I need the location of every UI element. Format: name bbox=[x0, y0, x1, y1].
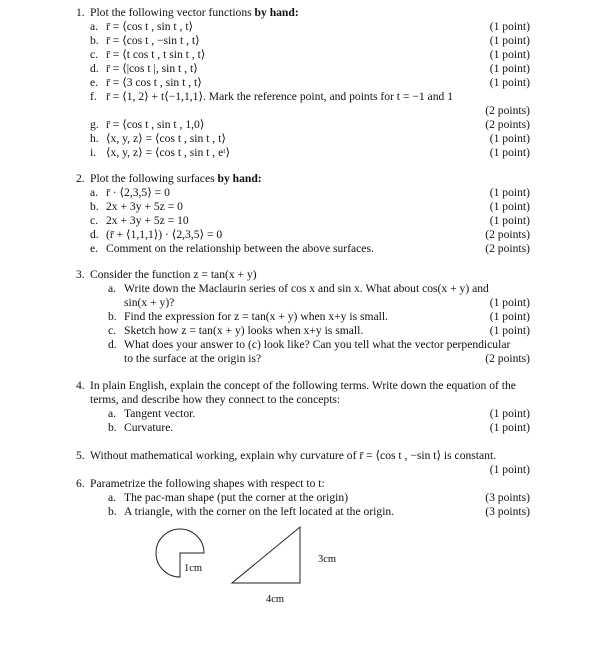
question-3 bbox=[76, 268, 530, 366]
item-list bbox=[108, 407, 530, 435]
triangle-base-label: 4cm bbox=[266, 594, 285, 605]
points: (1 point) bbox=[489, 34, 530, 47]
question-stem: Parametrize the following shapes with respect to t: bbox=[90, 477, 325, 490]
list-item: a. Write down the Maclaurin series of cos x and sin x. What about cos(x + y) and bbox=[108, 282, 489, 295]
points: (1 point) bbox=[489, 132, 530, 145]
question-2 bbox=[76, 172, 530, 256]
list-item: c. 2x + 3y + 5z = 10 (1 point) bbox=[90, 214, 530, 227]
list-item: b. r̄ = ⟨cos t , −sin t , t⟩ (1 point) bbox=[90, 34, 530, 47]
list-item-continuation: to the surface at the origin is? (2 points) bbox=[124, 352, 530, 365]
item-list bbox=[90, 20, 530, 160]
points: (1 point) bbox=[489, 76, 530, 89]
list-item: a. r̄ = ⟨cos t , sin t , t⟩ (1 point) bbox=[90, 20, 530, 33]
item-list bbox=[108, 491, 530, 519]
points: (2 points) bbox=[485, 104, 530, 117]
question-5 bbox=[76, 449, 530, 477]
points: (1 point) bbox=[489, 463, 530, 476]
pacman-radius-label: 1cm bbox=[184, 563, 203, 574]
list-item: b. 2x + 3y + 5z = 0 (1 point) bbox=[90, 200, 530, 213]
list-item-points-row bbox=[90, 104, 530, 118]
question-stem: Consider the function z = tan(x + y) bbox=[90, 268, 257, 281]
question-stem-line-2: terms, and describe how they connect to the concepts: bbox=[90, 393, 341, 406]
list-item: i. ⟨x, y, z⟩ = ⟨cos t , sin t , eᵗ⟩ (1 point) bbox=[90, 146, 530, 159]
points: (1 point) bbox=[489, 421, 530, 434]
question-1 bbox=[76, 6, 530, 160]
list-item-continuation: sin(x + y)? (1 point) bbox=[124, 296, 530, 309]
question-4 bbox=[76, 379, 530, 435]
list-item: a. The pac-man shape (put the corner at the origin) (3 points) bbox=[108, 491, 530, 504]
question-number: 2. bbox=[76, 172, 85, 185]
item-list bbox=[108, 282, 530, 366]
list-item: d. r̄ = ⟨|cos t |, sin t , t⟩ (1 point) bbox=[90, 62, 530, 75]
points: (1 point) bbox=[489, 200, 530, 213]
list-item: b. A triangle, with the corner on the left located at the origin. (3 points) bbox=[108, 505, 530, 518]
question-stem: Without mathematical working, explain why curvature of r̄ = ⟨cos t , −sin t⟩ is constant. bbox=[90, 449, 497, 462]
question-6 bbox=[76, 477, 530, 519]
shapes-figure bbox=[150, 523, 350, 613]
points: (1 point) bbox=[489, 48, 530, 61]
points: (1 point) bbox=[489, 20, 530, 33]
points: (1 point) bbox=[489, 310, 530, 323]
list-item: g. r̄ = ⟨cos t , sin t , 1,0⟩ (2 points) bbox=[90, 118, 530, 131]
points: (1 point) bbox=[489, 146, 530, 159]
question-number: 3. bbox=[76, 268, 85, 281]
points: (1 point) bbox=[489, 214, 530, 227]
points: (2 points) bbox=[485, 242, 530, 255]
list-item: f. r̄ = ⟨1, 2⟩ + t⟨−1,1,1⟩. Mark the reference point, and points for t = −1 and 1 bbox=[90, 90, 453, 103]
points: (3 points) bbox=[485, 505, 530, 518]
list-item: b. Find the expression for z = tan(x + y) when x+y is small. (1 point) bbox=[108, 310, 530, 323]
triangle-height-label: 3cm bbox=[318, 554, 337, 565]
list-item: h. ⟨x, y, z⟩ = ⟨cos t , sin t , t⟩ (1 point) bbox=[90, 132, 530, 145]
points: (2 points) bbox=[485, 228, 530, 241]
item-list bbox=[90, 186, 530, 256]
shapes-drawing bbox=[150, 523, 350, 613]
question-stem: Plot the following vector functions by hand: bbox=[90, 6, 299, 19]
question-stem: Plot the following surfaces by hand: bbox=[90, 172, 262, 185]
question-number: 4. bbox=[76, 379, 85, 392]
points-row bbox=[90, 463, 530, 477]
points: (1 point) bbox=[489, 296, 530, 309]
points: (1 point) bbox=[489, 186, 530, 199]
points: (1 point) bbox=[489, 62, 530, 75]
points: (1 point) bbox=[489, 324, 530, 337]
triangle-shape bbox=[232, 527, 300, 583]
list-item: a. Tangent vector. (1 point) bbox=[108, 407, 530, 420]
list-item: c. r̄ = ⟨t cos t , t sin t , t⟩ (1 point) bbox=[90, 48, 530, 61]
question-number: 6. bbox=[76, 477, 85, 490]
points: (1 point) bbox=[489, 407, 530, 420]
question-number: 5. bbox=[76, 449, 85, 462]
list-item: d. What does your answer to (c) look like? Can you tell what the vector perpendicular bbox=[108, 338, 511, 351]
points: (3 points) bbox=[485, 491, 530, 504]
question-number: 1. bbox=[76, 6, 85, 19]
list-item: e. r̄ = ⟨3 cos t , sin t , t⟩ (1 point) bbox=[90, 76, 530, 89]
question-stem-line-1: In plain English, explain the concept of the following terms. Write down the equation of the bbox=[90, 379, 516, 392]
points: (2 points) bbox=[485, 118, 530, 131]
list-item: b. Curvature. (1 point) bbox=[108, 421, 530, 434]
list-item: d. (r̄ + ⟨1,1,1⟩) · ⟨2,3,5⟩ = 0 (2 points) bbox=[90, 228, 530, 241]
list-item: c. Sketch how z = tan(x + y) looks when x+y is small. (1 point) bbox=[108, 324, 530, 337]
points: (2 points) bbox=[485, 352, 530, 365]
list-item: e. Comment on the relationship between the above surfaces. (2 points) bbox=[90, 242, 530, 255]
list-item: a. r̄ · ⟨2,3,5⟩ = 0 (1 point) bbox=[90, 186, 530, 199]
